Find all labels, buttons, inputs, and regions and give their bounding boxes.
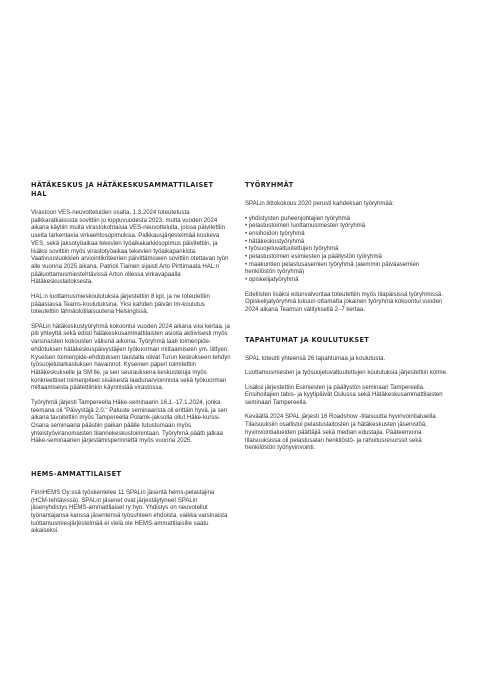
list-item: • maakuntien pelastusasemien työryhmä (aiemmin päiväasemien henkilöstön työryhmä) <box>245 261 420 276</box>
list-item: • ensihoidon työryhmä <box>245 230 305 237</box>
paragraph: SPAL toteutti yhteensä 26 tapahtumaa ja koulutusta. <box>245 355 386 362</box>
paragraph: FinnHEMS Oy:ssä työskentelee 11 SPALin jäsentä hems-pelastajina (HCM-tehtävissä). SPALin jäsenet ovat järjestäytyneet SPALin jäsenyhdistys HEMS-ammattilaiset ry:hyn. Yhdistys on neuvotellut työnantajansa kanssa jäsentensä työsuhteen ehdoista, vaikka varsinaista luottamusmiesjärjestelmää ei vielä ole HEMS-ammattilaisille saatu aikaiseksi. <box>31 489 228 535</box>
paragraph: Keväällä 2024 SPAL järjesti 16 Roadshow -tilaisuutta hyvinvointialueilla. Tilaisuuksiin osallistui pelastuslaitosten ja hätäkeskusten jäsenistöä, hyvinvointialueiden päättäjiä sekä median edustajia. Pääteemoina tilaisuuksissa oli pelastusalan henkilöstö- ja rahoitusresurssit sekä henkilöstön työhyvinvointi. <box>245 414 438 452</box>
left-column <box>31 181 231 543</box>
list-item: • hätäkeskustyöryhmä <box>245 238 305 245</box>
list-item: • pelastustoimen luottamusmiesten työryhmä <box>245 223 366 230</box>
section-heading-tyoryhmat: TYÖRYHMÄT <box>245 181 294 189</box>
paragraph: Edellisten lisäksi edunvalvontaa toteutettiin myös tilapäisissä työryhmissä. Opiskelijatyöryhmä lukuun ottamatta jokainen työryhmä kokoontui vuoden 2024 aikana Teamsin välityksellä 2–7 kertaa. <box>245 291 443 314</box>
section-heading-hems: HEMS-AMMATTILAISET <box>31 469 122 478</box>
paragraph: Lisäksi järjestettiin Esimiesten ja päällystön seminaari Tampereella. Ensihoitajien tabis- ja kyytipäivät Oulussa sekä Hätäkeskusammattilaisten seminaari Tampereella. <box>245 384 443 406</box>
paragraph: SPALin liittokokous 2020 perusti kahdeksan työryhmää: <box>245 201 394 207</box>
list-item: • työsuojeluvaltuutettujen työryhmä <box>245 246 339 253</box>
paragraph: Virastoon VES-neuvotteluiden osalta, 1.3.2024 toteutetusta palkkaratkaisusta sovittiin jo loppuvuodesta 2023, mutta vuoden 2024 aikana käytiin muita virastokohtaisia VES-neuvotteluita, joissa päivitettiin useita tarkentavia virkaehtosopimuksia. Palkkausjärjestelmää koskeva VES, sekä jaksotyöaikaa tekevien työaikakarkkisopimus päivitettiin, ja lisäksi sovittiin myös virastotyöaikaa tekevien työaikapankista. Vaativuusluokkien arviointikriteerien päivittämiseen sovittiin otettavan työn alle vuonna 2025 aikana. Patrick Tiainen sijaisti Arto Pirttimaata HAL:n pääluottamusmiestehtävissä Arton ollessa virkavapaalla Hätäkeskuslaitoksesta. <box>31 210 229 286</box>
paragraph: Työryhmä järjesti Tampereella Häke-seminaarin 16.1.-17.1.2024, jonka teemana oli "Päivystäjä 2.0." Paluute seminaarista oli erittäin hyvä, ja sen aikana tavoitettiin myös Tampereella Polamk-jaksolla ollut Häke-kurssi. Osana seminaaria päästiin paikan päälle tutustumaan myös yhteistyöviranomaisten tilannekeskustoimintaan. Työryhmä päätti jatkaa Häke-seminaarien järjestämisperinnettä myös vuonna 2025. <box>31 399 228 445</box>
list-item: • opiskelijatyöryhmä <box>245 277 299 284</box>
list-item: • yhdistysten puheenjohtajien työryhmä <box>245 215 350 222</box>
section-heading-hatakeskus: HÄTÄKESKUS JA HÄTÄKESKUSAMMATTILAISET HAL <box>31 181 214 198</box>
paragraph: Luottamusmiesten ja työsuojeluvaltuutettujen koulutuksia järjestettiin kolme. <box>245 370 448 377</box>
working-groups-list <box>245 216 451 285</box>
right-column <box>245 181 451 460</box>
paragraph: SPALin hätäkeskustyöryhmä kokoontui vuoden 2024 aikana viisi kertaa, ja piti yhteyttä sekä edisti hätäkeskusammattilaisten asioita aktiivisesti myös varsinaisten kokousten välisinä aikoina. Työryhmä laati toimenpide-ehdotuksen hätäkeskuspäivystäjien työkuorman mittaamiseen ym. liittyen. Kyselsen toimenpide-ehdotuksen taustalla olivat Turun keskukseen tehdyn työsuojelutarkastuksen havainnot. Kyseinen paperi toimitettiin Hätäkeskukselle ja SM:lle, ja sen seurauksena keskusteluja myös konkreettiset toimenpiteet sisäisestä laadunarvioinnista sekä työkuorman mittaamisesta päätettiinkin käynnistää virastossa. <box>31 323 231 392</box>
list-item: • pelastustoimen esimiesten ja päällystön työryhmä <box>245 254 382 261</box>
section-heading-tapahtumat: TAPAHTUMAT JA KOULUTUKSET <box>245 335 370 344</box>
paragraph: HAL:n luottamusmieskoulutuksia järjestettiin 8 kpl, ja ne toteutettiin pääasiassa Teams-koulutuksina. Yksi kahden päivän lm-koulutus toteutettiin lähnäolotilaisuutena Helsingissä. <box>31 293 210 316</box>
